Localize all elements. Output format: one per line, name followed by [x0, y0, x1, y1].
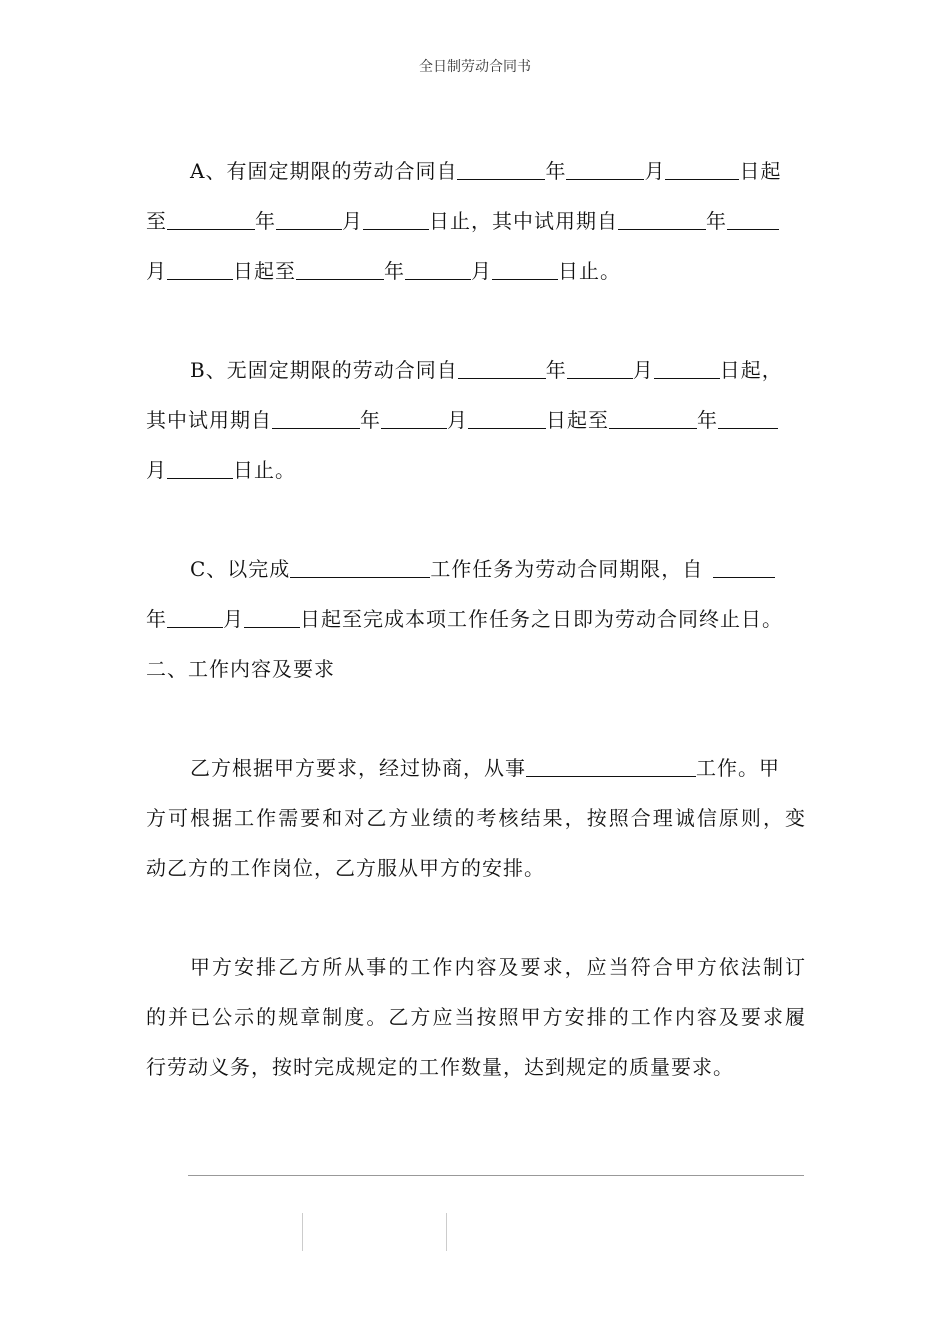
section-b-line-1	[146, 345, 806, 395]
text: 日起，	[719, 358, 783, 382]
paragraph-1-line-3: 动乙方的工作岗位，乙方服从甲方的安排。	[146, 856, 545, 880]
footer-mark-right	[446, 1213, 447, 1251]
blank-field[interactable]	[566, 159, 644, 180]
text: 年	[697, 408, 718, 432]
blank-field[interactable]	[727, 209, 779, 230]
blank-field[interactable]	[296, 259, 384, 280]
section-a-fixed-term	[146, 146, 806, 296]
blank-field[interactable]	[609, 408, 697, 429]
text: 年	[706, 209, 727, 233]
section-a-line-3	[146, 246, 806, 296]
section-heading-work-content: 二、工作内容及要求	[146, 657, 335, 681]
text: 月	[471, 259, 492, 283]
text: 至	[146, 209, 167, 233]
paragraph-work-requirements	[146, 942, 806, 1092]
blank-field[interactable]	[718, 408, 778, 429]
text: 月	[223, 607, 244, 631]
blank-field[interactable]	[567, 358, 633, 379]
paragraph-2-line-1: 甲方安排乙方所从事的工作内容及要求，应当符合甲方依法制订	[190, 955, 806, 979]
paragraph-job-assignment	[146, 743, 806, 893]
text: 月	[644, 159, 666, 183]
section-c-task-term	[146, 544, 806, 694]
blank-field[interactable]	[468, 408, 546, 429]
blank-field[interactable]	[713, 557, 775, 578]
text: 乙方根据甲方要求，经过协商，从事	[190, 756, 526, 780]
text: 日起	[739, 159, 782, 183]
text: 月	[146, 259, 167, 283]
text: 日止。	[233, 458, 296, 482]
blank-field[interactable]	[167, 607, 223, 628]
blank-field[interactable]	[290, 557, 430, 578]
text: 年	[545, 159, 567, 183]
blank-field[interactable]	[457, 159, 545, 180]
blank-field[interactable]	[526, 756, 696, 777]
paragraph-1-line-2: 方可根据工作需要和对乙方业绩的考核结果，按照合理诚信原则，变	[146, 806, 806, 830]
blank-field[interactable]	[167, 458, 233, 479]
text: 日止。	[558, 259, 621, 283]
paragraph-1-line-1	[146, 743, 806, 793]
text: 日止，其中试用期自	[429, 209, 618, 233]
text: B、无固定期限的劳动合同自	[190, 358, 458, 382]
text: 工作任务为劳动合同期限，自	[430, 557, 704, 581]
blank-field[interactable]	[618, 209, 706, 230]
blank-field[interactable]	[272, 408, 360, 429]
footer-mark-left	[302, 1213, 303, 1251]
blank-field[interactable]	[458, 358, 546, 379]
text: 年	[360, 408, 381, 432]
section-a-line-1	[146, 146, 806, 196]
blank-field[interactable]	[492, 259, 558, 280]
paragraph-2-line-3: 行劳动义务，按时完成规定的工作数量，达到规定的质量要求。	[146, 1055, 734, 1079]
text: 工作。甲	[696, 756, 780, 780]
blank-field[interactable]	[665, 159, 739, 180]
blank-field[interactable]	[167, 209, 255, 230]
paragraph-2-line-2: 的并已公示的规章制度。乙方应当按照甲方安排的工作内容及要求履	[146, 1005, 806, 1029]
text: 日起至	[233, 259, 296, 283]
page-header-title: 全日制劳动合同书	[419, 59, 531, 75]
text: 月	[146, 458, 167, 482]
section-c-line-2	[146, 594, 806, 644]
section-b-open-term	[146, 345, 806, 495]
text: 年	[545, 358, 567, 382]
blank-field[interactable]	[654, 358, 720, 379]
text: 年	[255, 209, 276, 233]
blank-field[interactable]	[244, 607, 300, 628]
blank-field[interactable]	[276, 209, 342, 230]
text: 日起至完成本项工作任务之日即为劳动合同终止日。	[300, 607, 783, 631]
section-b-line-3	[146, 445, 806, 495]
section-a-line-2	[146, 196, 806, 246]
blank-field[interactable]	[167, 259, 233, 280]
text: 年	[384, 259, 405, 283]
blank-field[interactable]	[405, 259, 471, 280]
text: C、以完成	[190, 557, 291, 581]
text: 日起至	[546, 408, 609, 432]
blank-field[interactable]	[363, 209, 429, 230]
text: 月	[342, 209, 363, 233]
text: 其中试用期自	[146, 408, 272, 432]
section-c-line-1	[146, 544, 806, 594]
section-b-line-2	[146, 395, 806, 445]
footer-divider	[188, 1175, 804, 1176]
blank-field[interactable]	[381, 408, 447, 429]
text: 月	[447, 408, 468, 432]
text: 年	[146, 607, 167, 631]
text: A、有固定期限的劳动合同自	[190, 159, 458, 183]
text: 月	[632, 358, 654, 382]
